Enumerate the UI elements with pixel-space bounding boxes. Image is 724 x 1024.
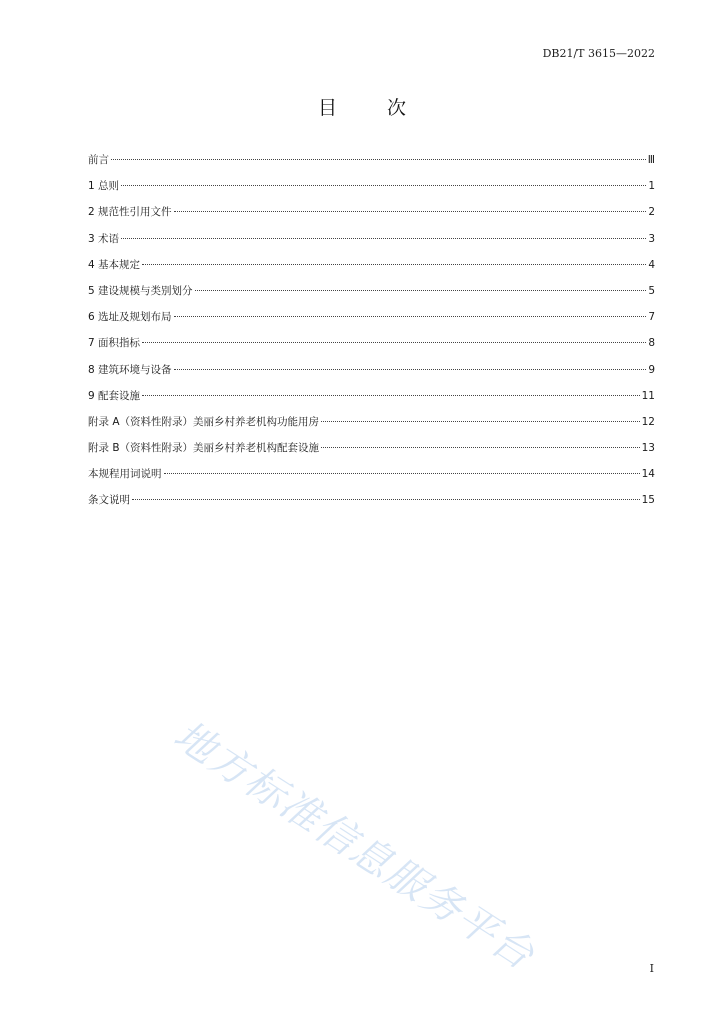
toc-leader-dots xyxy=(174,316,647,317)
toc-leader-dots xyxy=(174,369,647,370)
toc-entry-page: 1 xyxy=(648,180,655,193)
toc-leader-dots xyxy=(174,211,647,212)
toc-entry-page: 14 xyxy=(641,468,655,481)
toc-entry-label: 本规程用词说明 xyxy=(88,468,162,481)
toc-entry[interactable] xyxy=(88,204,655,230)
toc-leader-dots xyxy=(142,342,646,343)
toc-entry-label: 条文说明 xyxy=(88,494,130,507)
toc-entry[interactable] xyxy=(88,152,655,178)
page-number: I xyxy=(649,962,654,975)
toc-entry-label: 7 面积指标 xyxy=(88,337,141,350)
toc-entry-page: 9 xyxy=(648,363,655,376)
toc-leader-dots xyxy=(321,447,640,448)
toc-entry[interactable] xyxy=(88,257,655,283)
toc-leader-dots xyxy=(132,499,640,500)
toc-entry[interactable] xyxy=(88,388,655,414)
toc-entry[interactable] xyxy=(88,362,655,388)
toc-entry[interactable] xyxy=(88,335,655,361)
toc-entry[interactable] xyxy=(88,492,655,518)
toc-entry-label: 6 选址及规划布局 xyxy=(88,311,172,324)
toc-leader-dots xyxy=(142,395,640,396)
toc-entry[interactable] xyxy=(88,231,655,257)
toc-entry-label: 前言 xyxy=(88,154,109,166)
toc-entry-label: 3 术语 xyxy=(88,232,120,245)
toc-leader-dots xyxy=(111,159,646,160)
toc-entry-label: 附录 B（资料性附录）美丽乡村养老机构配套设施 xyxy=(88,442,320,455)
toc-leader-dots xyxy=(121,185,646,186)
toc-entry[interactable] xyxy=(88,283,655,309)
toc-entry-label: 4 基本规定 xyxy=(88,258,141,271)
toc-entry-page: 8 xyxy=(648,337,655,350)
toc-entry-label: 9 配套设施 xyxy=(88,389,141,402)
toc-entry-label: 5 建设规模与类别划分 xyxy=(88,284,193,297)
toc-leader-dots xyxy=(121,238,646,239)
toc-entry-label: 2 规范性引用文件 xyxy=(88,206,172,219)
toc-entry-page: Ⅲ xyxy=(647,154,655,166)
toc-entry-page: 11 xyxy=(641,389,655,402)
toc-leader-dots xyxy=(142,264,646,265)
toc-entry-label: 8 建筑环境与设备 xyxy=(88,363,172,376)
table-of-contents xyxy=(88,152,655,519)
toc-entry-page: 3 xyxy=(648,232,655,245)
toc-entry[interactable] xyxy=(88,440,655,466)
watermark: 地方标准信息服务平台 xyxy=(165,712,543,980)
toc-entry-page: 4 xyxy=(648,258,655,271)
document-code: DB21/T 3615—2022 xyxy=(542,47,655,60)
toc-entry[interactable] xyxy=(88,178,655,204)
page-title: 目 次 xyxy=(317,97,429,119)
toc-entry-page: 2 xyxy=(648,206,655,219)
toc-entry-page: 12 xyxy=(641,415,655,428)
toc-leader-dots xyxy=(195,290,647,291)
toc-entry-page: 5 xyxy=(648,284,655,297)
toc-leader-dots xyxy=(164,473,640,474)
toc-entry[interactable] xyxy=(88,309,655,335)
toc-entry[interactable] xyxy=(88,466,655,492)
toc-entry[interactable] xyxy=(88,414,655,440)
toc-entry-page: 7 xyxy=(648,311,655,324)
toc-entry-label: 1 总则 xyxy=(88,180,120,193)
toc-leader-dots xyxy=(321,421,640,422)
toc-entry-label: 附录 A（资料性附录）美丽乡村养老机构功能用房 xyxy=(88,415,320,428)
toc-entry-page: 13 xyxy=(641,442,655,455)
toc-entry-page: 15 xyxy=(641,494,655,507)
